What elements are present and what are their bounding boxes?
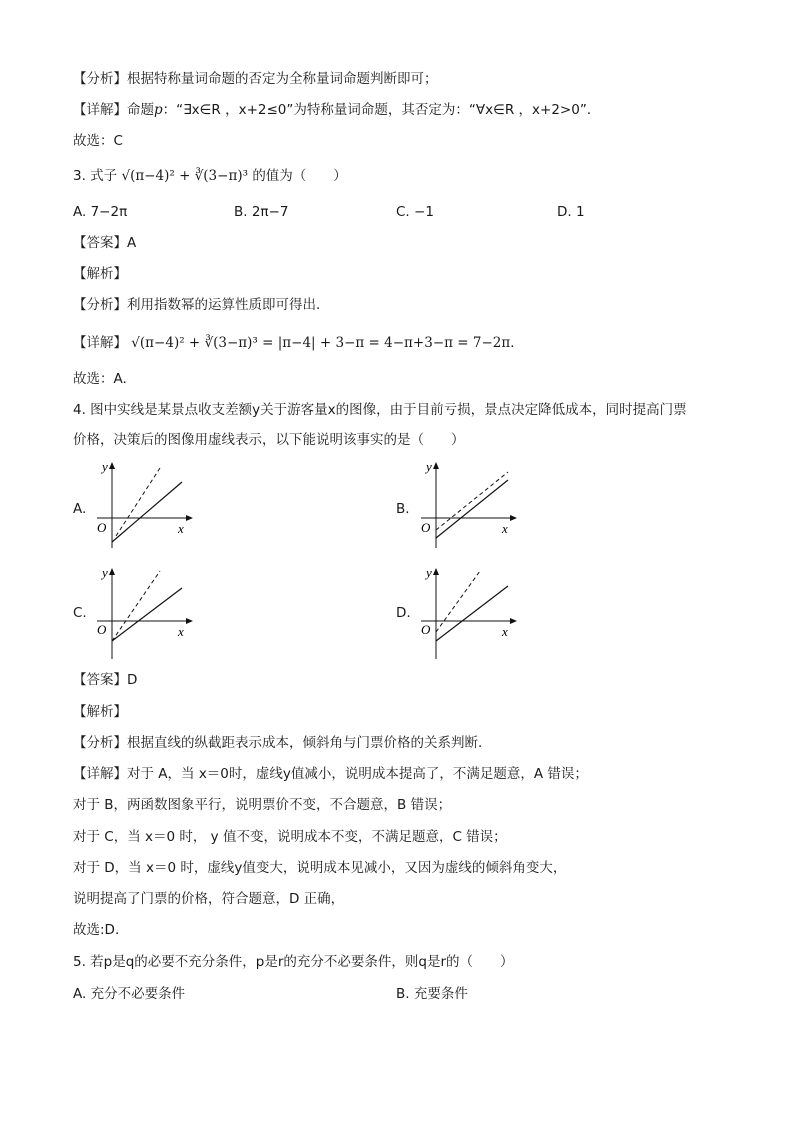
q3-option-c: C. −1 [396,204,434,220]
graph-b [416,460,526,555]
x-axis-label: x [502,521,508,536]
y-axis-label: y [102,460,108,474]
analysis-text: 根据直线的纵截距表示成本，倾斜角与门票价格的关系判断. [127,735,483,751]
detail-line-2 [73,101,600,119]
graph-option-a-label: A. [73,501,87,517]
detail-4-line-5: 说明提高了门票的价格，符合题意，D 正确， [73,891,345,907]
answer-tag: 【答案】 [73,235,127,251]
origin-label: O [421,622,431,637]
analysis-text: 根据特称量词命题的否定为全称量词命题判断即可； [127,71,438,87]
graph-option-b-label: B. [396,501,410,517]
detail-tag: 【详解】 [73,102,127,118]
detail-4-line-2: 对于 B，两函数图象平行，说明票价不变，不合题意，B 错误； [73,797,452,813]
detail-var-p: p [154,102,163,118]
origin-label: O [421,520,431,535]
detail-text: 对于 A，当 x＝0时，虚线y值减小，说明成本提高了，不满足题意，A 错误； [127,766,588,782]
explanation-tag-3: 【解析】 [73,266,127,282]
y-axis-label: y [426,460,432,474]
q3-option-b: B. 2π−7 [234,204,289,220]
q3-expression: √(π−4)² + ∛(3−π)³ [121,168,249,184]
analysis-tag: 【分析】 [73,735,127,751]
detail-4-line-4: 对于 D，当 x＝0 时，虚线y值变大，说明成本见减小，又因为虚线的倾斜角变大， [73,860,567,876]
q3-tail: 的值为（ ） [252,168,347,184]
q5-option-a: A. 充分不必要条件 [73,986,186,1002]
answer-value: D [127,672,138,688]
origin-label: O [97,520,107,535]
analysis-4 [73,734,482,752]
graph-option-c-label: C. [73,605,87,621]
question-4-line-1: 4. 图中实线是某景点收支差额y关于游客量x的图像，由于目前亏损，景点决定降低成本，同时提高门票 [73,402,687,418]
y-axis-label: y [426,566,432,580]
analysis-line-2 [73,70,438,88]
choice-line-2: 故选：C [73,133,123,149]
q3-option-d: D. 1 [557,204,585,220]
q5-option-b: B. 充要条件 [396,986,468,1002]
graph-c [92,566,202,661]
graph-d [416,566,526,661]
detail-expression: √(π−4)² + ∛(3−π)³ = |π−4| + 3−π = 4−π+3−π = 7−2π． [131,335,524,351]
answer-value: A [127,235,137,251]
analysis-3 [73,296,320,314]
explanation-tag-4: 【解析】 [73,704,127,720]
graph-a [92,460,202,555]
graph-option-d-label: D. [396,605,411,621]
q3-number: 3. 式子 [73,168,118,184]
x-axis-label: x [178,521,184,536]
detail-tag: 【详解】 [73,335,127,351]
choice-line-3: 故选：A. [73,371,127,387]
x-axis-label: x [502,624,508,639]
detail-4-line-1 [73,765,588,783]
choice-line-4: 故选:D. [73,922,120,938]
x-axis-label: x [178,624,184,639]
answer-3 [73,234,136,252]
detail-tag: 【详解】 [73,766,127,782]
origin-label: O [97,622,107,637]
detail-text-b: ：“∃x∈R ，x+2≤0”为特称量词命题，其否定为：“∀x∈R ，x+2>0”． [162,102,601,118]
analysis-tag: 【分析】 [73,297,127,313]
detail-text-a: 命题 [127,102,154,118]
answer-4 [73,671,137,689]
y-axis-label: y [102,566,108,580]
question-3 [73,167,347,185]
q3-option-a: A. 7−2π [73,204,128,220]
analysis-tag: 【分析】 [73,71,127,87]
answer-tag: 【答案】 [73,672,127,688]
question-4-line-2: 价格，决策后的图像用虚线表示，以下能说明该事实的是（ ） [73,432,465,448]
question-5: 5. 若p是q的必要不充分条件，p是r的充分不必要条件，则q是r的（ ） [73,954,514,970]
detail-3 [73,334,524,352]
detail-4-line-3: 对于 C，当 x＝0 时， y 值不变，说明成本不变，不满足题意，C 错误； [73,829,507,845]
analysis-text: 利用指数幂的运算性质即可得出. [127,297,321,313]
